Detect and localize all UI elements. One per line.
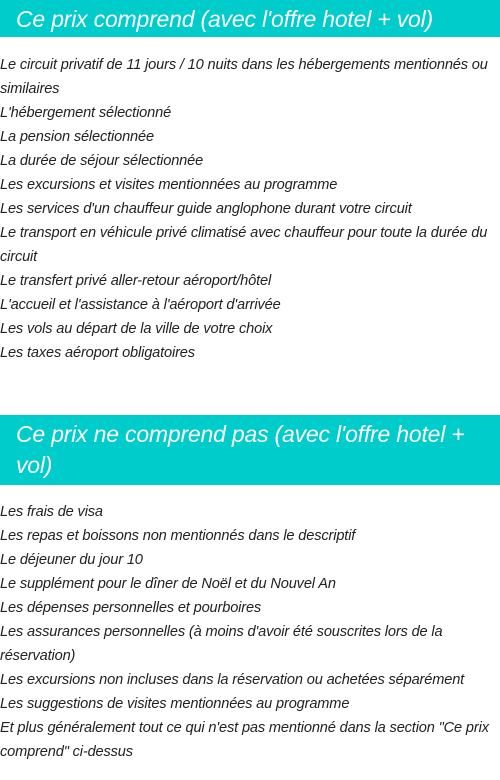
list-item: Les repas et boissons non mentionnés dans le descriptif xyxy=(0,528,356,544)
list-item: Les excursions non incluses dans la réservation ou achetées séparément xyxy=(0,672,465,688)
list-item: L'hébergement sélectionné xyxy=(0,105,172,121)
included-section-title: Ce prix comprend (avec l'offre hotel + vol) xyxy=(0,0,500,37)
list-item: Le supplément pour le dîner de Noël et du Nouvel An xyxy=(0,576,336,592)
list-item: Les services d'un chauffeur guide anglophone durant votre circuit xyxy=(0,201,412,217)
list-item: Le déjeuner du jour 10 xyxy=(0,552,143,568)
list-item: La durée de séjour sélectionnée xyxy=(0,153,204,169)
list-item: Les excursions et visites mentionnées au programme xyxy=(0,177,338,193)
list-item: L'accueil et l'assistance à l'aéroport d'arrivée xyxy=(0,297,281,313)
included-items-list xyxy=(0,53,500,365)
list-item: Les frais de visa xyxy=(0,504,103,520)
list-item: Les dépenses personnelles et pourboires xyxy=(0,600,262,616)
list-item: Les assurances personnelles (à moins d'avoir été souscrites lors de la réservation) xyxy=(0,624,443,664)
list-item: Le transfert privé aller-retour aéroport/hôtel xyxy=(0,273,272,289)
list-item: Les suggestions de visites mentionnées au programme xyxy=(0,696,350,712)
list-item: La pension sélectionnée xyxy=(0,129,154,145)
list-item: Le transport en véhicule privé climatisé avec chauffeur pour toute la durée du circuit xyxy=(0,225,488,265)
list-item: Les vols au départ de la ville de votre choix xyxy=(0,321,273,337)
excluded-items-list xyxy=(0,500,500,764)
list-item: Le circuit privatif de 11 jours / 10 nuits dans les hébergements mentionnés ou similaires xyxy=(0,57,488,97)
list-item: Et plus généralement tout ce qui n'est pas mentionné dans la section "Ce prix comprend" ci-dessus xyxy=(0,720,489,760)
list-item: Les taxes aéroport obligatoires xyxy=(0,345,195,361)
excluded-section-title: Ce prix ne comprend pas (avec l'offre hotel + vol) xyxy=(0,415,500,485)
